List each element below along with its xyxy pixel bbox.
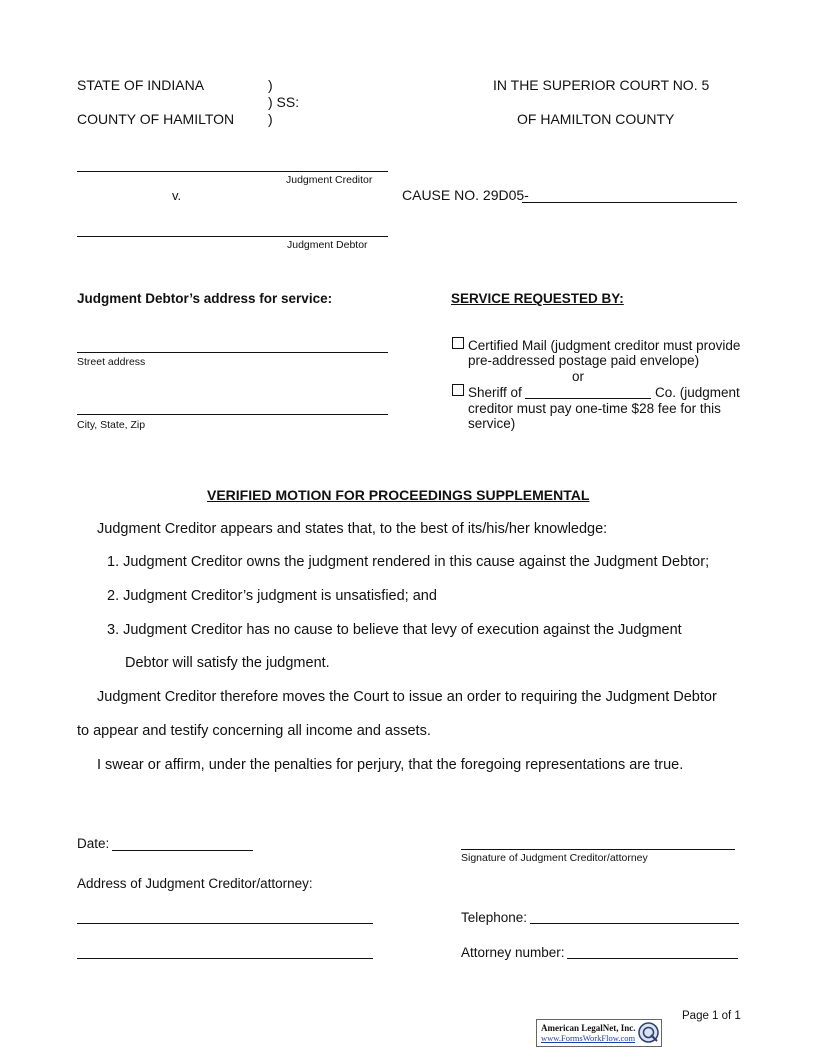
motion-item-2: 2. Judgment Creditor’s judgment is unsatisfied; and <box>107 588 437 604</box>
paren-top: ) <box>268 77 273 93</box>
date-label: Date: <box>77 836 110 851</box>
motion-item-3: 3. Judgment Creditor has no cause to believe that levy of execution against the Judgment <box>107 622 682 638</box>
creditor-address-line-1[interactable] <box>77 923 373 924</box>
attorney-number-line[interactable] <box>567 958 738 959</box>
motion-paragraph-cont: to appear and testify concerning all income and assets. <box>77 723 431 739</box>
affirmation: I swear or affirm, under the penalties for perjury, that the foregoing representations are true. <box>97 757 684 773</box>
creditor-address-line-2[interactable] <box>77 958 373 959</box>
sheriff-suffix: Co. (judgment <box>655 385 740 400</box>
certified-mail-line2: pre-addressed postage paid envelope) <box>468 353 700 368</box>
signature-label: Signature of Judgment Creditor/attorney <box>461 852 648 864</box>
motion-paragraph: Judgment Creditor therefore moves the Court to issue an order to requiring the Judgment Debtor <box>97 689 717 705</box>
paren-bottom: ) <box>268 111 273 127</box>
versus-label: v. <box>172 188 182 203</box>
telephone-label: Telephone: <box>461 910 528 925</box>
state-label: STATE OF INDIANA <box>77 77 205 93</box>
motion-title: VERIFIED MOTION FOR PROCEEDINGS SUPPLEMENTAL <box>207 487 590 503</box>
motion-item-3-cont: Debtor will satisfy the judgment. <box>125 655 330 671</box>
motion-item-1: 1. Judgment Creditor owns the judgment rendered in this cause against the Judgment Debtor; <box>107 554 710 570</box>
motion-intro: Judgment Creditor appears and states that, to the best of its/his/her knowledge: <box>97 521 608 537</box>
court-name: IN THE SUPERIOR COURT NO. 5 <box>493 77 710 93</box>
sheriff-county-line[interactable] <box>525 398 651 399</box>
service-heading: SERVICE REQUESTED BY: <box>451 291 624 306</box>
globe-icon <box>638 1022 659 1043</box>
certified-mail-checkbox[interactable] <box>452 337 464 349</box>
logo-url[interactable]: www.FormsWorkFlow.com <box>541 1033 636 1043</box>
creditor-name-line[interactable] <box>77 171 388 172</box>
signature-line[interactable] <box>461 849 735 850</box>
creditor-label: Judgment Creditor <box>286 174 373 186</box>
debtor-name-line[interactable] <box>77 236 388 237</box>
certified-mail-line1: Certified Mail (judgment creditor must provide <box>468 338 741 353</box>
sheriff-line2: creditor must pay one-time $28 fee for this <box>468 401 721 416</box>
logo-company-name: American LegalNet, Inc. <box>541 1023 636 1033</box>
county-label: COUNTY OF HAMILTON <box>77 111 235 127</box>
cause-label: CAUSE NO. 29D05- <box>402 187 529 203</box>
attorney-number-label: Attorney number: <box>461 945 565 960</box>
street-address-label: Street address <box>77 356 146 368</box>
sheriff-checkbox[interactable] <box>452 384 464 396</box>
ss-label: ) SS: <box>268 94 300 110</box>
telephone-line[interactable] <box>530 923 739 924</box>
service-or: or <box>572 369 585 384</box>
sheriff-line3: service) <box>468 416 516 431</box>
page-number: Page 1 of 1 <box>682 1010 741 1022</box>
street-address-line[interactable] <box>77 352 388 353</box>
city-state-zip-line[interactable] <box>77 414 388 415</box>
cause-number-line[interactable] <box>522 202 737 203</box>
sheriff-prefix: Sheriff of <box>468 385 522 400</box>
debtor-label: Judgment Debtor <box>287 239 368 251</box>
court-county: OF HAMILTON COUNTY <box>517 111 675 127</box>
city-state-zip-label: City, State, Zip <box>77 419 146 431</box>
legalnet-logo <box>536 1019 662 1047</box>
date-line[interactable] <box>112 850 253 851</box>
creditor-address-label: Address of Judgment Creditor/attorney: <box>77 876 313 891</box>
address-heading: Judgment Debtor’s address for service: <box>77 291 333 306</box>
